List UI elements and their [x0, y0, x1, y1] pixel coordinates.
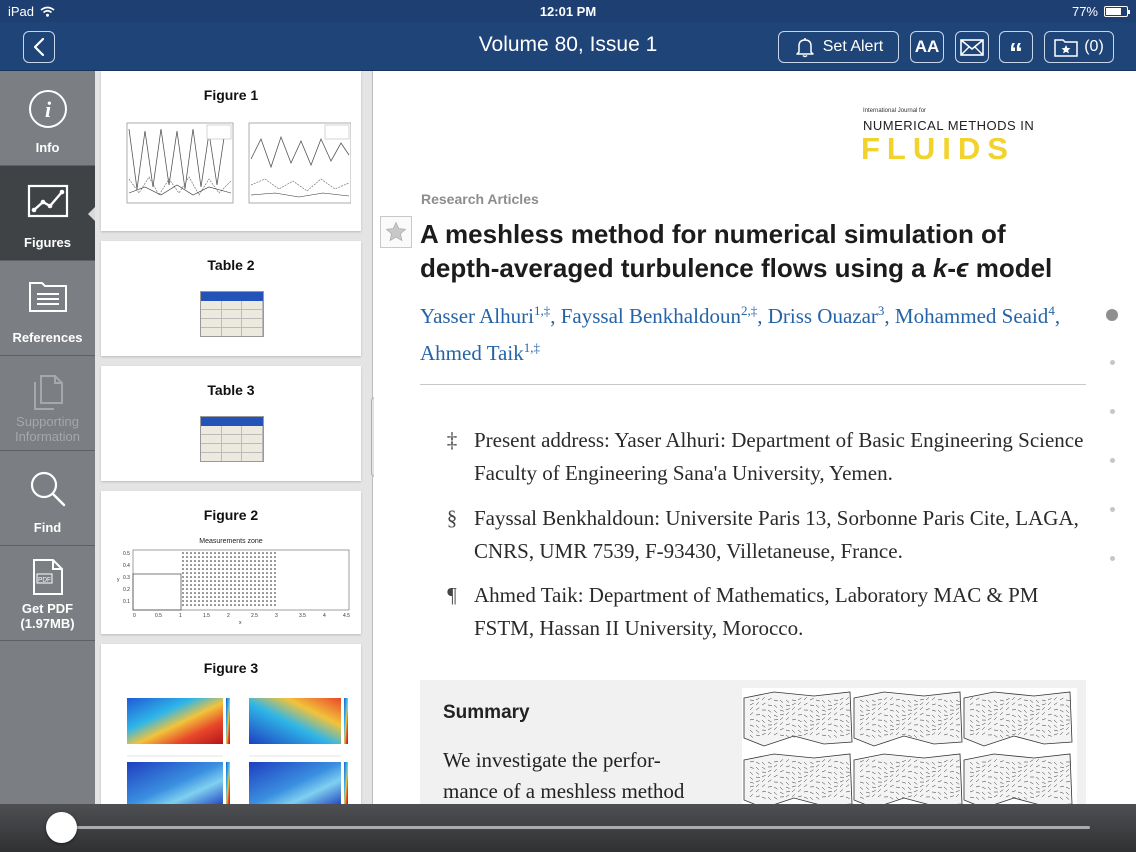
favorites-count: (0) — [1084, 38, 1104, 55]
title-text: depth-averaged turbulence flows using a — [420, 253, 933, 283]
article-view — [374, 71, 1136, 804]
svg-text:4.5: 4.5 — [343, 613, 350, 619]
thumbnail-title: Table 2 — [207, 257, 255, 273]
title-line-2 — [420, 251, 1100, 285]
affiliation-symbol: § — [446, 506, 458, 530]
sidebar-item-find[interactable] — [0, 451, 95, 546]
affiliation-text: Fayssal Benkhaldoun: Universite Paris 13, Sorbonne Paris Cite, LAGA, CNRS, UMR 7539, F-93430, Villetaneuse, France. — [474, 506, 1079, 563]
page-dot[interactable] — [1106, 309, 1118, 321]
set-alert-label: Set Alert — [822, 38, 884, 55]
bell-icon — [794, 36, 816, 58]
svg-text:1: 1 — [179, 613, 182, 619]
affiliation-2 — [446, 502, 1094, 568]
search-icon-wrap — [0, 469, 95, 509]
author-affiliation-marker: 2,‡ — [740, 303, 758, 318]
battery-fill — [1106, 8, 1121, 15]
sidebar-item-figures[interactable] — [0, 166, 95, 261]
star-icon — [385, 221, 407, 243]
quote-icon: “ — [1009, 36, 1023, 68]
scrubber-knob[interactable] — [46, 812, 77, 843]
svg-text:3: 3 — [275, 613, 278, 619]
svg-text:i: i — [44, 97, 51, 122]
page-dot[interactable] — [1110, 458, 1115, 463]
affiliation-symbol: ¶ — [447, 583, 457, 607]
sidebar-item-label: Info — [35, 140, 60, 155]
author-link[interactable]: Fayssal Benkhaldoun$^{2,\ddagger}$ — [560, 303, 758, 328]
title-epsilon: ϵ — [956, 253, 969, 283]
status-right — [1072, 4, 1128, 19]
svg-text:0.1: 0.1 — [123, 599, 130, 605]
svg-text:0.5: 0.5 — [123, 551, 130, 557]
divider — [420, 384, 1086, 385]
scrubber-track[interactable] — [60, 826, 1090, 829]
copy-icon — [30, 374, 66, 412]
article-title — [420, 217, 1100, 285]
device-name: iPad — [8, 4, 35, 19]
envelope-icon — [960, 39, 984, 56]
font-size-button[interactable] — [910, 31, 944, 63]
thumbnail-table-2[interactable] — [101, 241, 361, 356]
status-time: 12:01 PM — [539, 4, 597, 19]
summary-section — [420, 680, 1086, 804]
figure-1-preview — [115, 119, 351, 215]
author-link[interactable]: Driss Ouazar$^3$ — [767, 303, 885, 328]
author-link[interactable]: Mohammed Seaid$^4$ — [894, 303, 1055, 328]
thumbnail-figure-1[interactable] — [101, 71, 361, 231]
thumbnail-figure-2[interactable] — [101, 491, 361, 634]
author-affiliation-marker: 1,‡ — [533, 303, 551, 318]
author-affiliation-marker: 3 — [877, 303, 885, 318]
summary-line: We investigate the perfor- — [443, 748, 661, 772]
svg-text:4: 4 — [323, 613, 326, 619]
status-bar — [0, 0, 1136, 22]
svg-text:PDF: PDF — [37, 576, 51, 584]
info-icon-wrap — [0, 89, 95, 129]
affiliation-text: Ahmed Taik: Department of Mathematics, Laboratory MAC & PM FSTM, Hassan II University, Morocco. — [474, 583, 1039, 640]
email-button[interactable] — [955, 31, 989, 63]
svg-text:1.5: 1.5 — [203, 613, 210, 619]
sidebar — [0, 71, 95, 804]
svg-text:0.3: 0.3 — [123, 575, 130, 581]
svg-text:x: x — [239, 620, 242, 626]
section-label: Research Articles — [421, 191, 539, 207]
issue-title: Volume 80, Issue 1 — [478, 33, 658, 56]
favorite-star-button[interactable] — [380, 216, 412, 248]
battery-icon — [1104, 6, 1128, 17]
journal-logo-name: NUMERICAL METHODS IN — [863, 118, 1035, 133]
page-dot[interactable] — [1110, 409, 1115, 414]
set-alert-button[interactable] — [778, 31, 899, 63]
page-dot[interactable] — [1110, 507, 1115, 512]
sidebar-item-label: Get PDF (1.97MB) — [20, 601, 75, 631]
sidebar-item-info[interactable] — [0, 71, 95, 166]
summary-heading: Summary — [443, 702, 530, 723]
sidebar-item-references[interactable] — [0, 261, 95, 356]
title-line-1: A meshless method for numerical simulation of — [420, 219, 1006, 249]
nav-bar — [0, 22, 1136, 71]
title-k: k — [932, 253, 948, 283]
svg-text:0.5: 0.5 — [155, 613, 162, 619]
affiliation-1 — [446, 424, 1094, 490]
svg-text:2: 2 — [227, 613, 230, 619]
graphical-abstract-image[interactable] — [742, 688, 1077, 804]
figure-2-preview — [115, 547, 351, 627]
svg-text:y: y — [117, 577, 120, 583]
battery-percent: 77% — [1071, 4, 1098, 19]
journal-logo-fluids: FLUIDS — [861, 131, 1015, 166]
figure-2-caption: Measurements zone — [199, 538, 263, 545]
thumbnail-figure-3[interactable] — [101, 644, 361, 804]
chevron-left-icon — [32, 37, 46, 57]
sidebar-item-supporting-information — [0, 356, 95, 451]
thumbnail-title: Table 3 — [207, 382, 255, 398]
title-dash: - — [947, 253, 957, 283]
svg-text:0.4: 0.4 — [123, 563, 130, 569]
journal-logo-small: International Journal for — [863, 108, 927, 114]
author-list: Yasser Alhuri$^{1,\ddagger}$, Fayssal Benkhaldoun$^{2,\ddagger}$, Driss Ouazar$^3$, Mohammed Seaid$^4$, Ahmed Taik$^{1,\ddagger}$ — [420, 303, 1061, 365]
references-icon-wrap — [0, 279, 95, 319]
pdf-icon-wrap — [0, 558, 95, 598]
page-dot[interactable] — [1110, 360, 1115, 365]
svg-text:3.5: 3.5 — [299, 613, 306, 619]
figures-panel — [95, 71, 373, 804]
thumbnail-title: Figure 3 — [203, 660, 259, 676]
svg-text:0.2: 0.2 — [123, 587, 130, 593]
thumbnail-title: Figure 2 — [203, 507, 259, 523]
thumbnail-title: Figure 1 — [203, 87, 259, 103]
affiliation-text: Present address: Yaser Alhuri: Department of Basic Engineering Science Faculty of Engineering Sana'a University, Yemen. — [474, 428, 1084, 485]
summary-line: mance of a meshless method — [443, 779, 685, 803]
figure-3-preview — [111, 690, 351, 804]
summary-text — [443, 745, 723, 804]
author-affiliation-marker: 4 — [1048, 303, 1055, 318]
table-icon — [200, 416, 264, 462]
sidebar-item-label: References — [12, 330, 83, 345]
favorites-button[interactable] — [1044, 31, 1114, 63]
back-button[interactable] — [23, 31, 55, 63]
cite-button[interactable] — [999, 31, 1033, 68]
sidebar-item-get-pdf[interactable] — [0, 546, 95, 641]
title-model: model — [968, 253, 1053, 283]
font-size-icon: AA — [914, 37, 940, 56]
affiliation-symbol: ‡ — [446, 428, 458, 452]
folder-star-icon — [1054, 37, 1078, 57]
page-dot[interactable] — [1110, 556, 1115, 561]
sidebar-item-label: Supporting Information — [14, 414, 81, 444]
author-link[interactable]: Ahmed Taik$^{1,\ddagger}$ — [420, 340, 540, 365]
affiliation-3 — [447, 579, 1094, 645]
author-affiliation-marker: 1,‡ — [523, 340, 540, 355]
references-icon — [28, 279, 68, 313]
sidebar-item-label: Figures — [24, 235, 71, 250]
sidebar-item-label: Find — [33, 520, 62, 535]
chart-icon-wrap — [0, 184, 95, 224]
svg-text:0: 0 — [133, 613, 136, 619]
pdf-icon — [32, 558, 64, 596]
search-icon — [28, 469, 68, 509]
svg-text:2.5: 2.5 — [251, 613, 258, 619]
chart-icon — [27, 184, 69, 218]
table-icon — [200, 291, 264, 337]
page-scrubber[interactable] — [0, 804, 1136, 852]
copy-icon-wrap — [0, 374, 95, 414]
author-link[interactable]: Yasser Alhuri$^{1,\ddagger}$ — [420, 303, 551, 328]
info-icon — [28, 89, 68, 129]
thumbnail-table-3[interactable] — [101, 366, 361, 481]
